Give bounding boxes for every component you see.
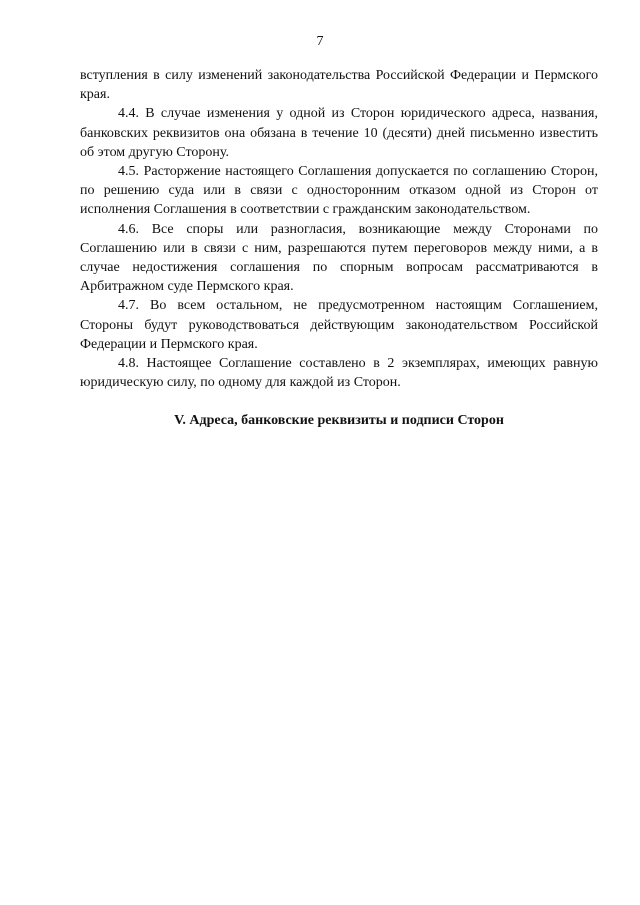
paragraph-4-5: 4.5. Расторжение настоящего Соглашения допускается по соглашению Сторон, по решению суда или в связи с односторонним отказом одной из Сторон от исполнения Соглашения в соответствии с гражданским законодательством. <box>80 164 598 218</box>
paragraph-4-6: 4.6. Все споры или разногласия, возникающие между Сторонами по Соглашению или в связи с ним, разрешаются путем переговоров между ними, а в случае недостижения соглашения по спорным вопросам рассматриваются в Арбитражном суде Пермского края. <box>80 221 598 295</box>
document-body <box>80 66 598 430</box>
page-number: 7 <box>316 34 324 49</box>
paragraph-4-4: 4.4. В случае изменения у одной из Сторон юридического адреса, названия, банковских реквизитов она обязана в течение 10 (десяти) дней письменно известить об этом другую Сторону. <box>80 106 598 160</box>
section-heading: V. Адреса, банковские реквизиты и подписи Сторон <box>174 413 504 429</box>
paragraph-continuation: вступления в силу изменений законодательства Российской Федерации и Пермского края. <box>80 68 598 103</box>
paragraph-4-7: 4.7. Во всем остальном, не предусмотренном настоящим Соглашением, Стороны будут руководствоваться действующим законодательством Российской Федерации и Пермского края. <box>80 298 598 352</box>
paragraph-4-8: 4.8. Настоящее Соглашение составлено в 2 экземплярах, имеющих равную юридическую силу, по одному для каждой из Сторон. <box>80 356 598 391</box>
